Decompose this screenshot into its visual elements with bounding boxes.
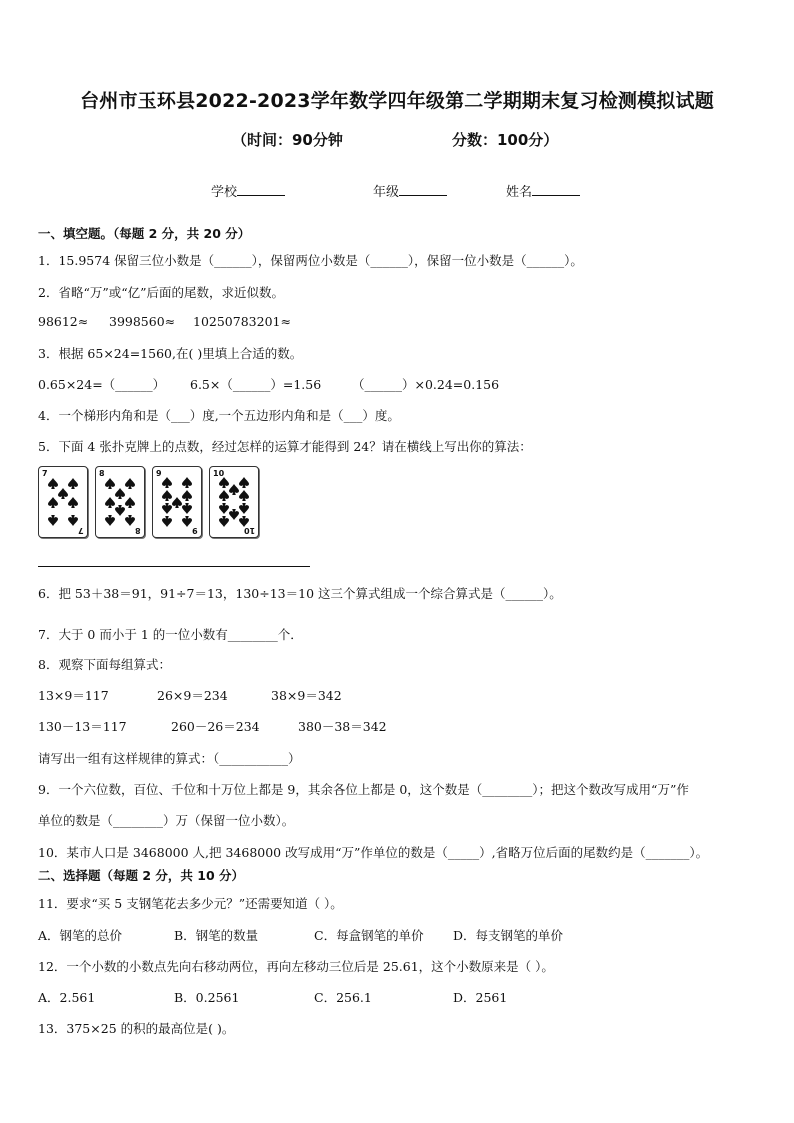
spade-icon [96,467,144,537]
spade-pip [105,515,115,526]
q2-item-1: 98612≈ [38,314,89,329]
spade-pip [172,497,182,508]
spade-pip [115,505,125,516]
spade-pip [68,497,78,508]
spade-pip [219,503,229,514]
section1-heading: 一、填空题。（每题 2 分，共 20 分） [38,226,251,241]
question-8-prompt: 请写出一组有这样规律的算式：（___________） [38,751,301,766]
card-rank: 8 [135,526,141,535]
spade-pip [48,497,58,508]
exam-time: （时间：90分钟 [232,131,343,149]
spade-pip [182,477,192,488]
q3-item-2: 6.5×（______）=1.56 [190,377,322,392]
question-11: 11．要求“买 5 支钢笔花去多少元？”还需要知道（ ）。 [38,896,343,911]
q8-row1-item-1: 13×9＝117 [38,688,109,703]
question-10: 10．某市人口是 3468000 人,把 3468000 改写成用“万”作单位的数是（_____）,省略万位后面的尾数约是（_______）。 [38,845,709,860]
spade-pip [219,516,229,527]
school-label: 学校 [211,185,238,200]
name-blank[interactable] [532,182,580,196]
q8-row1-item-2: 26×9＝234 [157,688,228,703]
card-rank: 9 [192,526,198,535]
page-title: 台州市玉环县2022-2023学年数学四年级第二学期期末复习检测模拟试题 [80,90,714,112]
question-9-line2: 单位的数是（________）万（保留一位小数）。 [38,813,295,828]
question-4: 4．一个梯形内角和是（___）度,一个五边形内角和是（___）度。 [38,408,400,423]
question-12: 12．一个小数的小数点先向右移动两位，再向左移动三位后是 25.61，这个小数原来是（ ）。 [38,959,554,974]
spade-pip [68,478,78,489]
q8-row2-item-1: 130－13＝117 [38,719,127,734]
spade-pip [105,497,115,508]
question-3: 3．根据 65×24=1560,在( )里填上合适的数。 [38,346,303,361]
question-9-line1: 9．一个六位数，百位、千位和十万位上都是 9，其余各位上都是 0，这个数是（________）；把这个数改写成用“万”作 [38,782,689,797]
name-label: 姓名 [506,185,533,200]
spade-pip [239,477,249,488]
card-rank: 9 [156,469,162,478]
q3-item-3: （______）×0.24=0.156 [352,377,500,392]
question-2: 2．省略“万”或“亿”后面的尾数，求近似数。 [38,285,285,300]
spade-pip [68,515,78,526]
spade-pip [162,503,172,514]
spade-pip [115,488,125,499]
spade-pip [162,490,172,501]
card-rank: 10 [243,526,255,535]
card-rank: 8 [99,469,105,478]
playing-card-spade-8 [95,466,145,538]
grade-label: 年级 [373,185,400,200]
q12-option-c[interactable]: C．256.1 [314,990,372,1005]
spade-pip [182,490,192,501]
question-7: 7．大于 0 而小于 1 的一位小数有________个． [38,627,303,642]
grade-blank[interactable] [399,182,447,196]
card-rank: 7 [78,526,84,535]
spade-pip [125,515,135,526]
question-5: 5．下面 4 张扑克牌上的点数，经过怎样的运算才能得到 24？请在横线上写出你的算法： [38,439,532,454]
spade-pip [48,515,58,526]
spade-pip [162,477,172,488]
spade-pip [219,490,229,501]
spade-icon [39,467,87,537]
q3-item-1: 0.65×24=（______） [38,377,166,392]
school-field [211,181,285,200]
grade-field [373,181,447,200]
card-rank: 7 [42,469,48,478]
question-1: 1．15.9574 保留三位小数是（______），保留两位小数是（______），保留一位小数是（______）。 [38,253,583,268]
q11-option-d[interactable]: D．每支钢笔的单价 [453,928,564,943]
spade-pip [162,516,172,527]
spade-pip [48,478,58,489]
spade-pip [105,478,115,489]
spade-pip [125,497,135,508]
spade-pip [229,484,239,495]
spade-pip [239,516,249,527]
spade-pip [125,478,135,489]
q12-option-d[interactable]: D．2561 [453,990,508,1005]
spade-icon [153,467,201,537]
section2-heading: 二、选择题（每题 2 分，共 10 分） [38,868,245,883]
question-6: 6．把 53＋38＝91，91÷7＝13，130÷13＝10 这三个算式组成一个综合算式是（______）。 [38,586,562,601]
spade-pip [219,477,229,488]
q8-row1-item-3: 38×9＝342 [271,688,342,703]
spade-pip [239,490,249,501]
name-field [506,181,580,200]
q2-item-2: 3998560≈ [109,314,176,329]
playing-card-spade-10 [209,466,259,538]
q8-row2-item-2: 260－26＝234 [171,719,260,734]
spade-icon [210,467,258,537]
card-rank: 10 [213,469,225,478]
q11-option-b[interactable]: B．钢笔的数量 [174,928,259,943]
q2-item-3: 10250783201≈ [193,314,291,329]
playing-card-spade-9 [152,466,202,538]
spade-pip [58,488,68,499]
spade-pip [182,503,192,514]
answer-line[interactable] [38,566,310,567]
q11-option-a[interactable]: A．钢笔的总价 [38,928,123,943]
spade-pip [239,503,249,514]
q11-option-c[interactable]: C．每盒钢笔的单价 [314,928,424,943]
spade-pip [182,516,192,527]
q8-row2-item-3: 380－38＝342 [298,719,387,734]
exam-score: 分数：100分） [452,131,559,149]
school-blank[interactable] [237,182,285,196]
playing-card-spade-7 [38,466,88,538]
q12-option-a[interactable]: A．2.561 [38,990,96,1005]
q12-option-b[interactable]: B．0.2561 [174,990,240,1005]
spade-pip [229,509,239,520]
question-13: 13．375×25 的积的最高位是( )。 [38,1021,235,1036]
question-8: 8．观察下面每组算式： [38,657,171,672]
